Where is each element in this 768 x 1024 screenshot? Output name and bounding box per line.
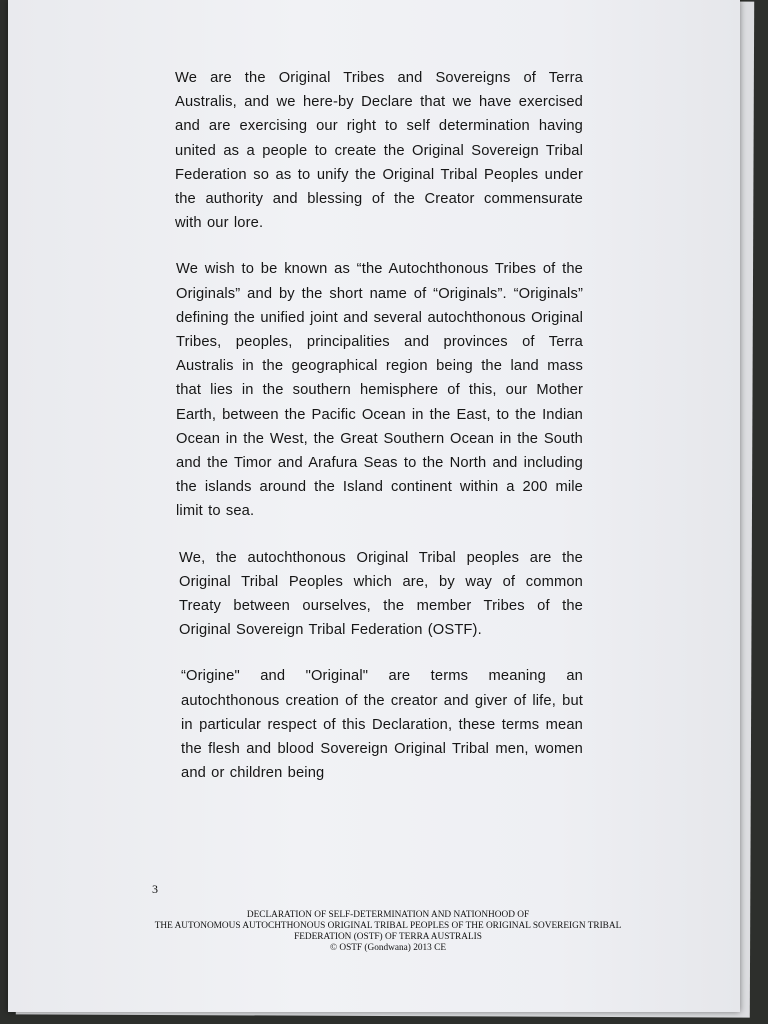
document-page (8, 0, 740, 1012)
paragraph-declaration: We are the Original Tribes and Sovereigns of Terra Australis, and we here-by Declare that we have exercised and are exercising our right to self determination having united as a people to create the Original Sovereign Tribal Federation so as to unify the Original Tribal Peoples under the authority and blessing of the Creator commensurate with our lore. (175, 70, 583, 232)
paragraph-name: We wish to be known as “the Autochthonous Tribes of the Originals” and by the short name of “Originals”. “Originals” defining the unified joint and several autochthonous Original Tribes, peoples, principalities and provinces of Terra Australis in the geographical region being the land mass that lies in the southern hemisphere of this, our Mother Earth, between the Pacific Ocean in the East, to the Indian Ocean in the West, the Great Southern Ocean in the South and the Timor and Arafura Seas to the North and including the islands around the Island continent within a 200 mile limit to sea. (176, 261, 583, 520)
page-number: 3 (152, 882, 158, 896)
paragraph-definitions: “Origine" and "Original" are terms meaning an autochthonous creation of the creator and giver of life, but in particular respect of this Declaration, these terms mean the flesh and blood Sovereign Original Tribal men, women and or children being (181, 668, 583, 782)
footer-line-1: DECLARATION OF SELF-DETERMINATION AND NATIONHOOD OF (246, 910, 530, 920)
page-footer (118, 910, 658, 954)
footer-line-4: © OSTF (Gondwana) 2013 CE (329, 943, 447, 953)
footer-line-3: FEDERATION (OSTF) OF TERRA AUSTRALIS (294, 932, 482, 942)
body-text (175, 66, 583, 785)
footer-line-2: THE AUTONOMOUS AUTOCHTHONOUS ORIGINAL TRIBAL PEOPLES OF THE ORIGINAL SOVEREIGN TRIBAL (154, 921, 622, 931)
paragraph-peoples: We, the autochthonous Original Tribal peoples are the Original Tribal Peoples which are, by way of common Treaty between ourselves, the member Tribes of the Original Sovereign Tribal Federation (OSTF). (179, 549, 583, 639)
